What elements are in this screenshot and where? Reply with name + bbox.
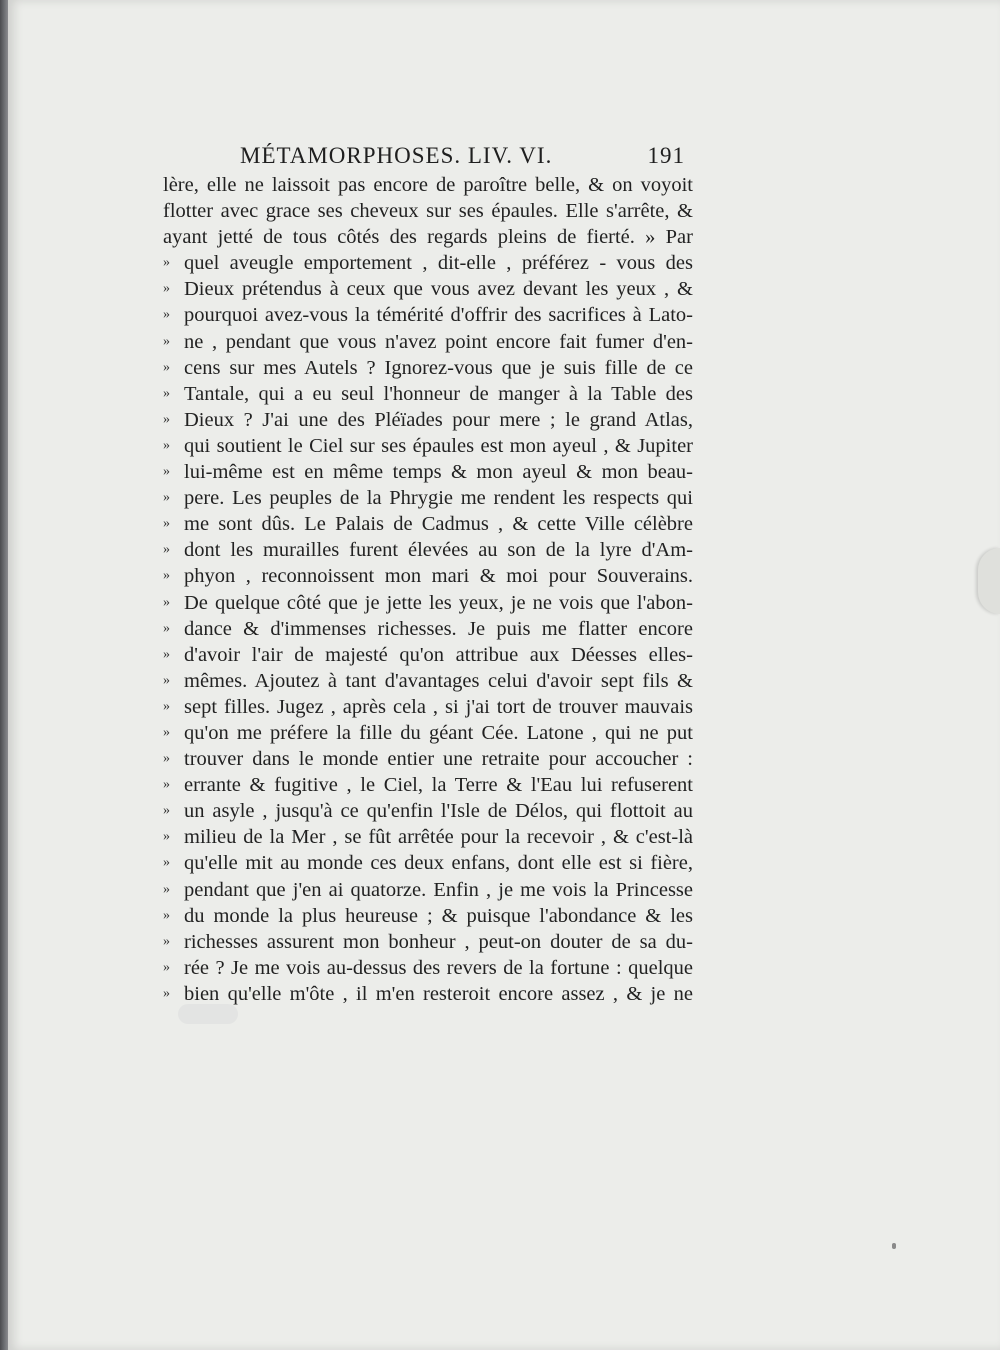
text-line (163, 172, 693, 198)
body-text (163, 172, 693, 1007)
text-line (163, 198, 693, 224)
quotation-mark: » (163, 959, 170, 975)
text-line (163, 877, 693, 903)
text-line (163, 668, 693, 694)
line-text: cens sur mes Autels ? Ignorez-vous que je suis fille de ce (184, 356, 693, 379)
text-line (163, 511, 693, 537)
quotation-mark: » (163, 568, 170, 584)
quotation-mark: » (163, 933, 170, 949)
text-line (163, 381, 693, 407)
line-text: Dieux prétendus à ceux que vous avez devant les yeux , & (184, 278, 693, 301)
ink-smudge (178, 1004, 238, 1024)
text-line (163, 302, 693, 328)
text-line (163, 642, 693, 668)
quotation-mark: » (163, 620, 170, 636)
quotation-mark: » (163, 516, 170, 532)
line-text: flotter avec grace ses cheveux sur ses épaules. Elle s'arrête, & (163, 200, 693, 223)
quotation-mark: » (163, 855, 170, 871)
quotation-mark: » (163, 307, 170, 323)
line-text: ne , pendant que vous n'avez point encore fait fumer d'en- (184, 330, 693, 353)
quotation-mark: » (163, 385, 170, 401)
quotation-mark: » (163, 490, 170, 506)
line-text: me sont dûs. Le Palais de Cadmus , & cette Ville célèbre (184, 513, 693, 536)
line-text: quel aveugle emportement , dit-elle , préférez - vous des (184, 252, 693, 275)
text-line (163, 616, 693, 642)
book-gutter-shadow (0, 0, 8, 1350)
text-line (163, 824, 693, 850)
text-line (163, 903, 693, 929)
quotation-mark: » (163, 881, 170, 897)
text-line (163, 537, 693, 563)
quotation-mark: » (163, 333, 170, 349)
quotation-mark: » (163, 255, 170, 271)
text-line (163, 224, 693, 250)
line-text: rée ? Je me vois au-dessus des revers de la fortune : quelque (184, 956, 693, 979)
text-line (163, 929, 693, 955)
quotation-mark: » (163, 464, 170, 480)
line-text: qu'elle mit au monde ces deux enfans, dont elle est si fière, (184, 852, 693, 875)
text-line (163, 590, 693, 616)
line-text: qu'on me préfere la fille du géant Cée. Latone , qui ne put (184, 721, 693, 744)
quotation-mark: » (163, 907, 170, 923)
line-text: De quelque côté que je jette les yeux, je ne vois que l'abon- (184, 591, 693, 614)
text-line (163, 955, 693, 981)
line-text: dont les murailles furent élevées au son de la lyre d'Am- (184, 539, 693, 562)
quotation-mark: » (163, 829, 170, 845)
text-line (163, 850, 693, 876)
line-text: qui soutient le Ciel sur ses épaules est mon ayeul , & Jupiter (184, 434, 693, 457)
quotation-mark: » (163, 698, 170, 714)
quotation-mark: » (163, 281, 170, 297)
line-text: ayant jetté de tous côtés des regards pleins de fierté. » Par (163, 226, 693, 249)
paper-speck (892, 1243, 896, 1249)
line-text: pere. Les peuples de la Phrygie me rendent les respects qui (184, 487, 693, 510)
line-text: un asyle , jusqu'à ce qu'enfin l'Isle de Délos, qui flottoit au (184, 800, 693, 823)
line-text: Dieux ? J'ai une des Pléïades pour mere ; le grand Atlas, (184, 408, 693, 431)
line-text: dance & d'immenses richesses. Je puis me flatter encore (184, 617, 693, 640)
text-line (163, 250, 693, 276)
text-line (163, 694, 693, 720)
quotation-mark: » (163, 594, 170, 610)
line-text: d'avoir l'air de majesté qu'on attribue aux Déesses elles- (184, 643, 693, 666)
text-line (163, 563, 693, 589)
quotation-mark: » (163, 751, 170, 767)
quotation-mark: » (163, 359, 170, 375)
line-text: milieu de la Mer , se fût arrêtée pour la recevoir , & c'est-là (184, 826, 693, 849)
line-text: Tantale, qui a eu seul l'honneur de manger à la Table des (184, 382, 693, 405)
line-text: lère, elle ne laissoit pas encore de paroître belle, & on voyoit (163, 174, 693, 196)
quotation-mark: » (163, 985, 170, 1001)
line-text: lui-même est en même temps & mon ayeul & mon beau- (184, 461, 693, 484)
text-line (163, 981, 693, 1007)
page-number: 191 (647, 143, 685, 168)
line-text: bien qu'elle m'ôte , il m'en resteroit encore assez , & je ne (184, 982, 693, 1005)
quotation-mark: » (163, 803, 170, 819)
line-text: du monde la plus heureuse ; & puisque l'abondance & les (184, 904, 693, 927)
text-line (163, 485, 693, 511)
quotation-mark: » (163, 672, 170, 688)
quotation-mark: » (163, 777, 170, 793)
text-line (163, 433, 693, 459)
line-text: sept filles. Jugez , après cela , si j'ai tort de trouver mauvais (184, 695, 693, 718)
line-text: mêmes. Ajoutez à tant d'avantages celui d'avoir sept fils & (184, 669, 693, 692)
line-text: trouver dans le monde entier une retraite pour accoucher : (184, 748, 693, 771)
quotation-mark: » (163, 437, 170, 453)
running-header (240, 143, 685, 173)
text-line (163, 798, 693, 824)
text-line (163, 459, 693, 485)
quotation-mark: » (163, 542, 170, 558)
text-line (163, 355, 693, 381)
line-text: phyon , reconnoissent mon mari & moi pour Souverains. (184, 565, 693, 588)
quotation-mark: » (163, 724, 170, 740)
line-text: errante & fugitive , le Ciel, la Terre & l'Eau lui refuserent (184, 774, 693, 797)
quotation-mark: » (163, 411, 170, 427)
text-line (163, 276, 693, 302)
running-title: MÉTAMORPHOSES. LIV. VI. (240, 143, 553, 168)
text-line (163, 407, 693, 433)
text-line (163, 772, 693, 798)
line-text: richesses assurent mon bonheur , peut-on douter de sa du- (184, 930, 693, 953)
text-line (163, 746, 693, 772)
page-clip (978, 548, 1000, 614)
line-text: pourquoi avez-vous la témérité d'offrir des sacrifices à Lato- (184, 304, 693, 327)
quotation-mark: » (163, 646, 170, 662)
text-line (163, 720, 693, 746)
line-text: pendant que j'en ai quatorze. Enfin , je me vois la Princesse (184, 878, 693, 901)
text-line (163, 329, 693, 355)
